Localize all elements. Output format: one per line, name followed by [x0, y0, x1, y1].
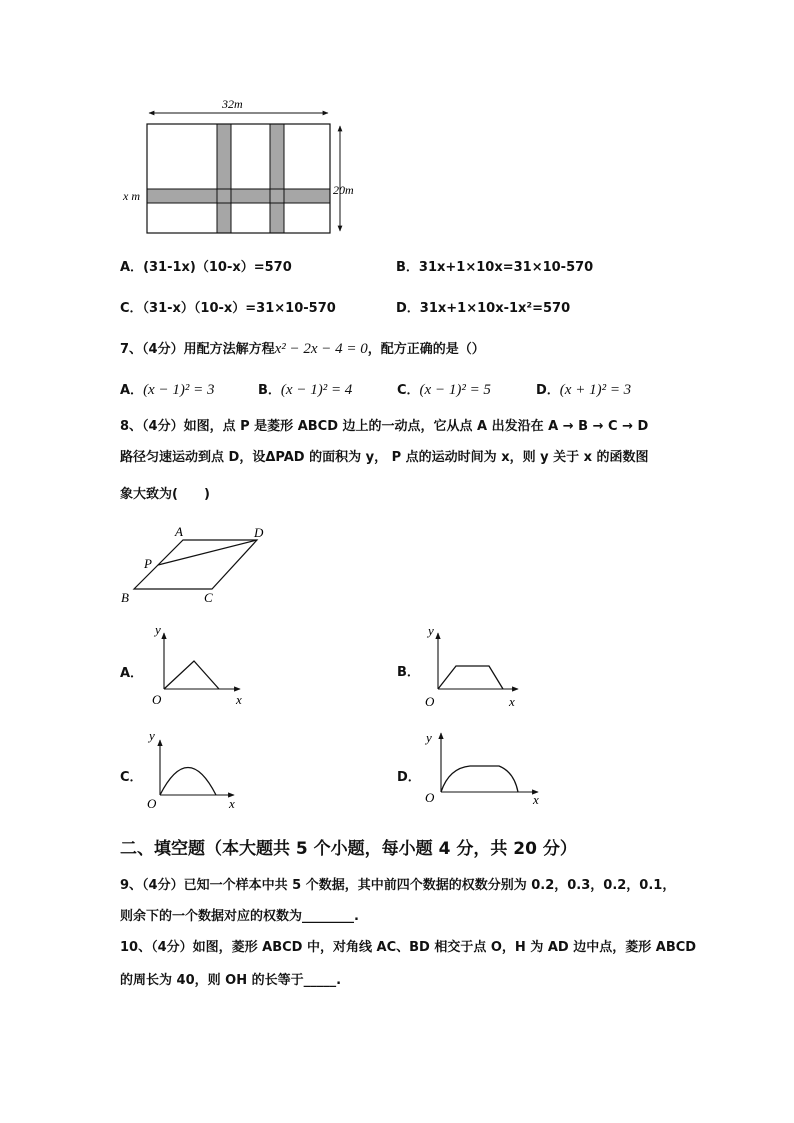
- graph-option-a: [152, 622, 242, 707]
- graph-d-x-label: x: [533, 792, 539, 807]
- q8-stem-line1: 8、（4分）如图，点 P 是菱形 ABCD 边上的一动点，它从点 A 出发沿在 A → B → C → D: [120, 419, 649, 434]
- q10-line1: 10、（4分）如图，菱形 ABCD 中，对角线 AC、BD 相交于点 O，H 为 AD 边中点，菱形 ABCD: [120, 940, 697, 955]
- q7-option-c: C．(x − 1)² = 5: [397, 382, 491, 398]
- q6-option-b: B．31x+1×10x=31×10-570: [396, 260, 594, 275]
- graph-c-x-label: x: [229, 796, 235, 811]
- q8-option-c-letter: C．: [120, 770, 143, 785]
- graph-b-curve: [438, 666, 503, 689]
- graph-a-origin-label: O: [152, 692, 162, 707]
- q8-option-b-letter: B．: [397, 665, 420, 680]
- graph-d-y-label: y: [426, 730, 432, 745]
- graph-b-x-label: x: [509, 694, 515, 709]
- point-p-label: P: [144, 556, 152, 571]
- q7-option-d: D．(x + 1)² = 3: [536, 382, 632, 398]
- q7-option-a: A．(x − 1)² = 3: [120, 382, 215, 398]
- graph-c-curve: [160, 768, 216, 796]
- section-heading: 二、填空题（本大题共 5 个小题，每小题 4 分，共 20 分）: [120, 839, 577, 859]
- graph-d-origin-label: O: [425, 790, 435, 805]
- q8-option-d-letter: D．: [397, 770, 421, 785]
- q6-option-d: D．31x+1×10x-1x²=570: [396, 301, 571, 316]
- q10-line2: 的周长为 40，则 OH 的长等于_____.: [120, 973, 342, 988]
- graph-a-x-label: x: [236, 692, 242, 707]
- road-width-label: x m: [123, 189, 140, 203]
- q8-stem-line3: 象大致为( ): [120, 487, 210, 502]
- q7-option-b: B．(x − 1)² = 4: [258, 382, 353, 398]
- graph-a-curve: [164, 661, 219, 689]
- q8-stem-line2: 路径匀速运动到点 D，设ΔPAD 的面积为 y， P 点的运动时间为 x，则 y 关于 x 的函数图: [120, 450, 649, 465]
- q9-line2: 则余下的一个数据对应的权数为________.: [120, 909, 359, 924]
- q8-option-a-letter: A．: [120, 666, 144, 681]
- graph-option-c: [147, 728, 235, 811]
- q7-stem: 7、（4分）用配方法解方程x² − 2x − 4 = 0，配方正确的是（）: [120, 341, 485, 357]
- graph-d-curve: [441, 766, 518, 792]
- graph-c-y-label: y: [149, 728, 155, 743]
- height-label: 20m: [333, 183, 354, 197]
- q6-option-a: A．(31-1x)（10-x）=570: [120, 260, 292, 275]
- vertex-a-label: A: [175, 524, 183, 539]
- vertex-d-label: D: [254, 525, 264, 540]
- q6-option-c: C．（31-x）（10-x）=31×10-570: [120, 301, 336, 316]
- width-label: 32m: [222, 97, 243, 111]
- graph-option-d: [424, 730, 539, 807]
- graph-b-origin-label: O: [425, 694, 435, 709]
- graph-b-y-label: y: [428, 623, 434, 638]
- q9-line1: 9、（4分）已知一个样本中共 5 个数据，其中前四个数据的权数分别为 0.2，0.3，0.2，0.1，: [120, 878, 676, 893]
- vertex-c-label: C: [204, 590, 213, 605]
- graph-a-y-label: y: [155, 622, 161, 637]
- vertex-b-label: B: [121, 590, 129, 605]
- graph-option-b: [425, 623, 518, 709]
- graph-c-origin-label: O: [147, 796, 157, 811]
